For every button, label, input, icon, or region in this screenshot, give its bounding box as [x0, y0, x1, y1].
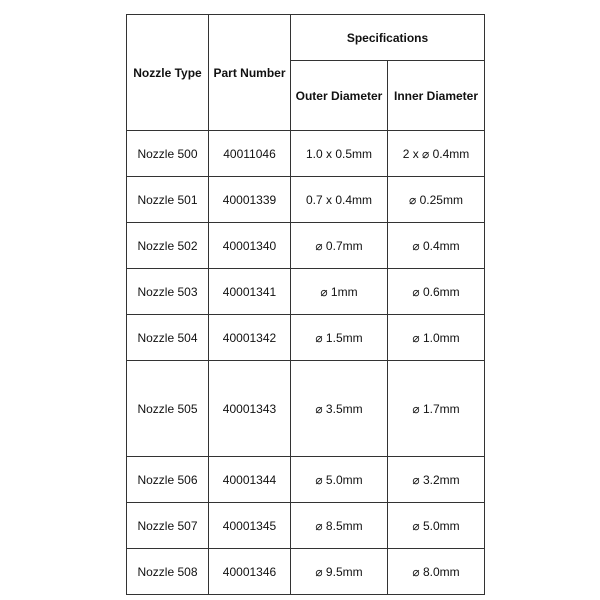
table-row: [127, 315, 485, 361]
cell-part-number: 40011046: [209, 131, 291, 177]
cell-outer-diameter: ⌀ 3.5mm: [291, 361, 388, 457]
cell-nozzle-type: Nozzle 506: [127, 457, 209, 503]
nozzle-spec-table: [126, 14, 485, 595]
cell-inner-diameter: ⌀ 1.0mm: [388, 315, 485, 361]
cell-part-number: 40001341: [209, 269, 291, 315]
cell-inner-diameter: ⌀ 1.7mm: [388, 361, 485, 457]
table-row: [127, 361, 485, 457]
cell-nozzle-type: Nozzle 503: [127, 269, 209, 315]
table-row: [127, 549, 485, 595]
cell-part-number: 40001345: [209, 503, 291, 549]
table-row: [127, 131, 485, 177]
header-inner-diameter: Inner Diameter: [388, 61, 485, 131]
cell-outer-diameter: ⌀ 1mm: [291, 269, 388, 315]
table-row: [127, 269, 485, 315]
cell-nozzle-type: Nozzle 504: [127, 315, 209, 361]
cell-inner-diameter: ⌀ 3.2mm: [388, 457, 485, 503]
cell-inner-diameter: ⌀ 0.4mm: [388, 223, 485, 269]
table-row: [127, 223, 485, 269]
cell-outer-diameter: ⌀ 5.0mm: [291, 457, 388, 503]
cell-part-number: 40001346: [209, 549, 291, 595]
header-part-number: Part Number: [209, 15, 291, 131]
table-row: [127, 457, 485, 503]
cell-nozzle-type: Nozzle 502: [127, 223, 209, 269]
cell-inner-diameter: ⌀ 5.0mm: [388, 503, 485, 549]
cell-nozzle-type: Nozzle 507: [127, 503, 209, 549]
cell-inner-diameter: ⌀ 0.6mm: [388, 269, 485, 315]
cell-part-number: 40001343: [209, 361, 291, 457]
header-nozzle-type: Nozzle Type: [127, 15, 209, 131]
cell-outer-diameter: ⌀ 9.5mm: [291, 549, 388, 595]
cell-outer-diameter: 0.7 x 0.4mm: [291, 177, 388, 223]
cell-inner-diameter: ⌀ 8.0mm: [388, 549, 485, 595]
header-outer-diameter: Outer Diameter: [291, 61, 388, 131]
cell-part-number: 40001340: [209, 223, 291, 269]
cell-outer-diameter: ⌀ 0.7mm: [291, 223, 388, 269]
cell-part-number: 40001344: [209, 457, 291, 503]
table-row: [127, 177, 485, 223]
cell-outer-diameter: ⌀ 8.5mm: [291, 503, 388, 549]
cell-inner-diameter: 2 x ⌀ 0.4mm: [388, 131, 485, 177]
cell-nozzle-type: Nozzle 501: [127, 177, 209, 223]
cell-nozzle-type: Nozzle 500: [127, 131, 209, 177]
table-row: [127, 503, 485, 549]
header-specifications: Specifications: [291, 15, 485, 61]
cell-inner-diameter: ⌀ 0.25mm: [388, 177, 485, 223]
header-row-top: [127, 15, 485, 61]
cell-nozzle-type: Nozzle 505: [127, 361, 209, 457]
cell-part-number: 40001342: [209, 315, 291, 361]
cell-outer-diameter: ⌀ 1.5mm: [291, 315, 388, 361]
cell-nozzle-type: Nozzle 508: [127, 549, 209, 595]
cell-outer-diameter: 1.0 x 0.5mm: [291, 131, 388, 177]
cell-part-number: 40001339: [209, 177, 291, 223]
